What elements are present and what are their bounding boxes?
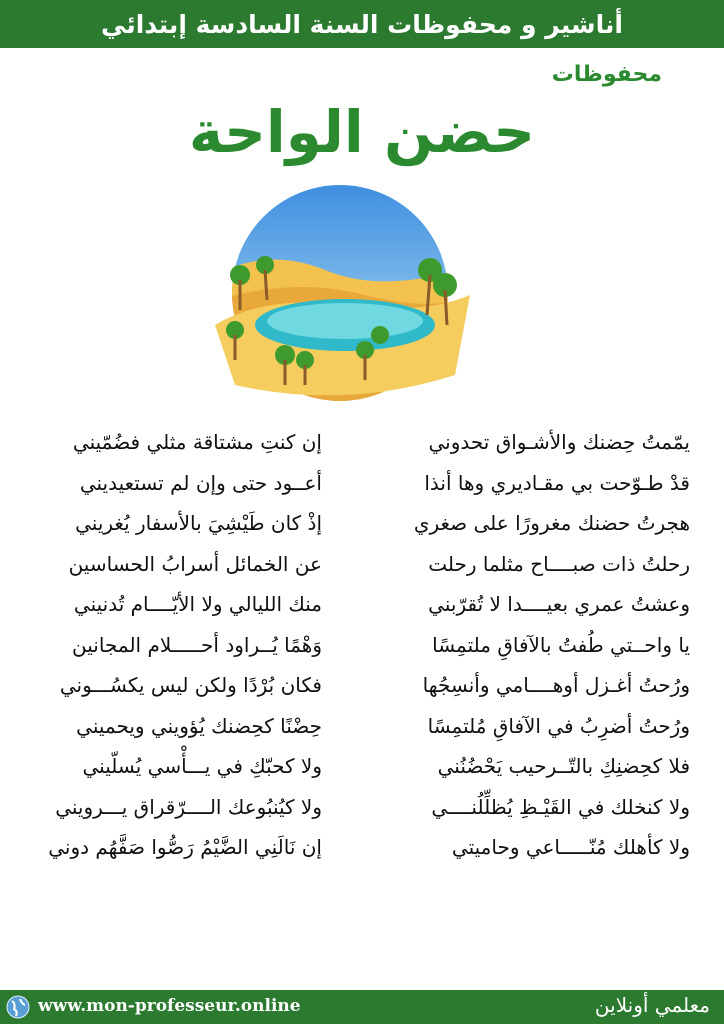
verse-first-half: فلا كحِضنِكِ بالتّــرحيب يَحْضُنُني (437, 754, 690, 778)
category-label: محفوظات (551, 62, 662, 87)
verse (0, 424, 724, 465)
verse (0, 748, 724, 789)
verse-first-half: يا واحــتي طُفتُ بالآفاقِ ملتمِسًا (432, 632, 690, 657)
page-footer (0, 990, 724, 1024)
verse (0, 789, 724, 830)
verse (0, 829, 724, 870)
verse-second-half: إن كنتِ مشتاقة مثلي فضُمّيني (72, 430, 322, 454)
verse (0, 465, 724, 506)
verse (0, 627, 724, 668)
verse (0, 708, 724, 749)
verse-second-half: إذْ كان طَيْشِيَ بالأسفار يُغريني (75, 511, 322, 535)
website-link[interactable]: www.mon-professeur.online (38, 996, 301, 1016)
verse (0, 586, 724, 627)
verse (0, 546, 724, 587)
verse-first-half: يمّمتُ حِضنك والأشـواق تحدوني (428, 430, 690, 454)
verse-first-half: قدْ طـوّحت بي مقـاديري وها أنذا (424, 470, 690, 495)
verse-first-half: ورُحتُ أضرِبُ في الآفاقِ مُلتمِسًا (427, 713, 690, 738)
verse-first-half: رحلتُ ذات صبــــاح مثلما رحلت (428, 551, 690, 576)
header-title: أناشير و محفوظات السنة السادسة إبتدائي (101, 9, 623, 39)
verse-second-half: وَهْمًا يُــراود أحـــــلام المجانين (72, 632, 322, 657)
verse-first-half: وعشتُ عمري بعيــــدا لا تُقرّبني (428, 592, 690, 616)
verse-first-half: هجرتُ حضنك مغرورًا على صغري (413, 511, 690, 535)
verse-second-half: عن الخمائل أسرابُ الحساسين (68, 551, 322, 576)
verse (0, 667, 724, 708)
globe-icon (6, 995, 30, 1019)
poem-title: حضن الواحة (188, 98, 536, 166)
oasis-illustration (205, 185, 475, 410)
verse-first-half: ولا كنخلك في القَيْـظِ يُظلِّلُنــــي (431, 794, 690, 819)
verse-second-half: إن نَالَنِي الضَّيْمُ رَصُّوا صَفَّهُم دوني (48, 835, 322, 859)
page-header (0, 0, 724, 48)
brand-name: معلمي أونلاين (594, 993, 710, 1017)
verse-second-half: ولا كيُنبُوعك الــــرّقراق يـــرويني (55, 794, 322, 819)
poem-body (0, 424, 724, 870)
verse-first-half: ورُحتُ أغـزل أوهــــامي وأنسِجُها (422, 673, 690, 697)
verse-second-half: ولا كحبّكِ في يـــأْسي يُسلّيني (82, 754, 322, 778)
verse-first-half: ولا كأهلك مُنّـــــاعي وحاميتي (451, 835, 690, 859)
verse-second-half: أعــود حتى وإن لم تستعيديني (79, 470, 322, 495)
verse (0, 505, 724, 546)
verse-second-half: فكان بُرْدًا ولكن ليس يكسُـــوني (59, 673, 322, 697)
verse-second-half: منك الليالي ولا الأيّــــام تُدنيني (73, 592, 322, 616)
verse-second-half: حِضْنًا كحِضنك يُؤويني ويحميني (76, 713, 322, 738)
